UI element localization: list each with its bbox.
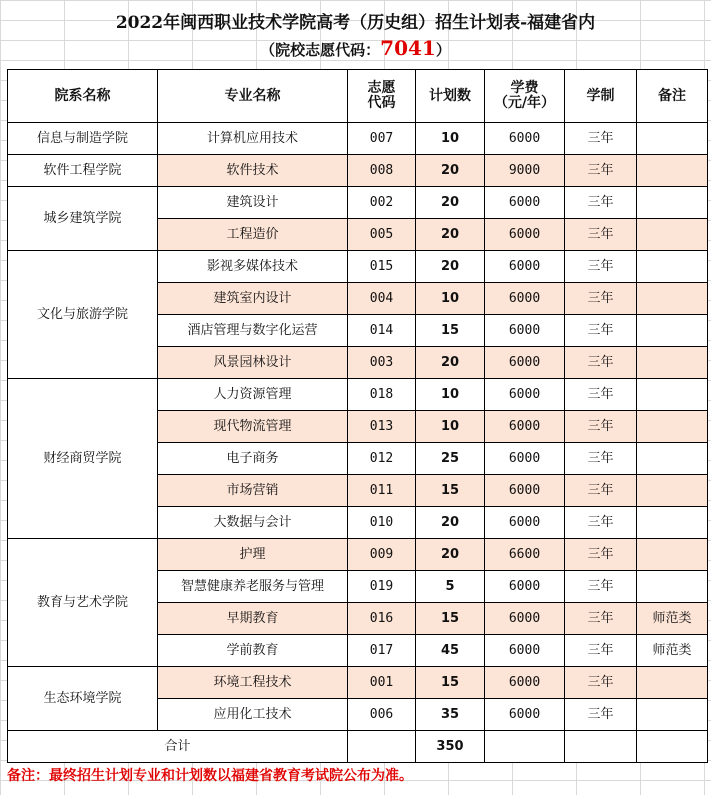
major-cell: 工程造价 (158, 219, 348, 251)
duration-cell: 三年 (565, 155, 637, 187)
fee-cell: 6000 (485, 635, 565, 667)
major-cell: 建筑设计 (158, 187, 348, 219)
remark-cell: 师范类 (637, 635, 708, 667)
fee-cell: 6000 (485, 571, 565, 603)
duration-cell: 三年 (565, 571, 637, 603)
footnote: 备注：最终招生计划专业和计划数以福建省教育考试院公布为准。 (7, 768, 413, 784)
code-cell: 001 (348, 667, 416, 699)
fee-cell: 6000 (485, 187, 565, 219)
code-cell: 002 (348, 187, 416, 219)
duration-cell: 三年 (565, 539, 637, 571)
table-row (8, 187, 708, 219)
plan-cell: 15 (416, 315, 485, 347)
remark-cell (637, 315, 708, 347)
fee-cell: 6000 (485, 699, 565, 731)
duration-cell: 三年 (565, 187, 637, 219)
header-fee (485, 70, 565, 123)
institution-code: 7041 (380, 36, 436, 60)
code-cell: 009 (348, 539, 416, 571)
header-code (348, 70, 416, 123)
plan-cell: 10 (416, 283, 485, 315)
table-row (8, 123, 708, 155)
remark-cell (637, 379, 708, 411)
plan-cell: 20 (416, 539, 485, 571)
college-cell: 城乡建筑学院 (8, 187, 158, 251)
table-row (8, 251, 708, 283)
college-cell: 生态环境学院 (8, 667, 158, 731)
total-value: 350 (416, 731, 485, 763)
duration-cell: 三年 (565, 315, 637, 347)
remark-cell (637, 347, 708, 379)
code-cell: 013 (348, 411, 416, 443)
plan-cell: 20 (416, 507, 485, 539)
header-code-line2: 代码 (367, 95, 396, 111)
fee-cell: 6000 (485, 219, 565, 251)
fee-cell: 6000 (485, 443, 565, 475)
subtitle-prefix: （院校志愿代码： (260, 41, 381, 59)
plan-cell: 20 (416, 251, 485, 283)
major-cell: 市场营销 (158, 475, 348, 507)
major-cell: 大数据与会计 (158, 507, 348, 539)
duration-cell: 三年 (565, 507, 637, 539)
duration-cell: 三年 (565, 379, 637, 411)
header-remark: 备注 (637, 70, 708, 123)
duration-cell: 三年 (565, 475, 637, 507)
total-empty-cell (348, 731, 416, 763)
duration-cell: 三年 (565, 699, 637, 731)
fee-cell: 6000 (485, 347, 565, 379)
college-cell: 文化与旅游学院 (8, 251, 158, 379)
college-cell: 软件工程学院 (8, 155, 158, 187)
remark-cell (637, 539, 708, 571)
fee-cell: 6000 (485, 411, 565, 443)
remark-cell (637, 667, 708, 699)
code-cell: 004 (348, 283, 416, 315)
fee-cell: 6000 (485, 315, 565, 347)
code-cell: 008 (348, 155, 416, 187)
remark-cell (637, 475, 708, 507)
fee-cell: 6000 (485, 379, 565, 411)
duration-cell: 三年 (565, 251, 637, 283)
duration-cell: 三年 (565, 443, 637, 475)
remark-cell (637, 571, 708, 603)
fee-cell: 6000 (485, 667, 565, 699)
table-row (8, 539, 708, 571)
code-cell: 011 (348, 475, 416, 507)
fee-cell: 6000 (485, 475, 565, 507)
major-cell: 智慧健康养老服务与管理 (158, 571, 348, 603)
remark-cell (637, 187, 708, 219)
fee-cell: 6000 (485, 283, 565, 315)
remark-cell (637, 155, 708, 187)
code-cell: 018 (348, 379, 416, 411)
remark-cell (637, 219, 708, 251)
remark-cell (637, 699, 708, 731)
major-cell: 建筑室内设计 (158, 283, 348, 315)
code-cell: 003 (348, 347, 416, 379)
code-cell: 016 (348, 603, 416, 635)
major-cell: 风景园林设计 (158, 347, 348, 379)
remark-cell (637, 123, 708, 155)
header-college: 院系名称 (8, 70, 158, 123)
duration-cell: 三年 (565, 347, 637, 379)
remark-cell (637, 251, 708, 283)
college-cell: 教育与艺术学院 (8, 539, 158, 667)
page-title: 2022年闽西职业技术学院高考（历史组）招生计划表-福建省内 (115, 13, 596, 33)
major-cell: 早期教育 (158, 603, 348, 635)
remark-cell: 师范类 (637, 603, 708, 635)
code-cell: 007 (348, 123, 416, 155)
college-cell: 信息与制造学院 (8, 123, 158, 155)
plan-cell: 10 (416, 411, 485, 443)
remark-cell (637, 507, 708, 539)
code-cell: 019 (348, 571, 416, 603)
table-row (8, 379, 708, 411)
major-cell: 软件技术 (158, 155, 348, 187)
enrollment-plan-table (7, 69, 708, 763)
code-cell: 017 (348, 635, 416, 667)
code-cell: 015 (348, 251, 416, 283)
fee-cell: 6000 (485, 603, 565, 635)
subtitle-suffix: ） (435, 41, 451, 59)
total-empty-cell (485, 731, 565, 763)
fee-cell: 6000 (485, 251, 565, 283)
major-cell: 应用化工技术 (158, 699, 348, 731)
plan-cell: 15 (416, 475, 485, 507)
plan-cell: 20 (416, 155, 485, 187)
duration-cell: 三年 (565, 603, 637, 635)
remark-cell (637, 283, 708, 315)
code-cell: 014 (348, 315, 416, 347)
fee-cell: 6000 (485, 507, 565, 539)
total-row (8, 731, 708, 763)
major-cell: 电子商务 (158, 443, 348, 475)
plan-cell: 20 (416, 187, 485, 219)
plan-cell: 45 (416, 635, 485, 667)
fee-cell: 9000 (485, 155, 565, 187)
duration-cell: 三年 (565, 123, 637, 155)
table-row (8, 155, 708, 187)
plan-cell: 15 (416, 603, 485, 635)
duration-cell: 三年 (565, 635, 637, 667)
remark-cell (637, 443, 708, 475)
code-cell: 006 (348, 699, 416, 731)
major-cell: 现代物流管理 (158, 411, 348, 443)
duration-cell: 三年 (565, 411, 637, 443)
plan-cell: 20 (416, 347, 485, 379)
fee-cell: 6600 (485, 539, 565, 571)
plan-cell: 10 (416, 123, 485, 155)
major-cell: 计算机应用技术 (158, 123, 348, 155)
duration-cell: 三年 (565, 219, 637, 251)
total-empty-cell (565, 731, 637, 763)
duration-cell: 三年 (565, 667, 637, 699)
code-cell: 010 (348, 507, 416, 539)
major-cell: 酒店管理与数字化运营 (158, 315, 348, 347)
plan-cell: 15 (416, 667, 485, 699)
major-cell: 人力资源管理 (158, 379, 348, 411)
code-cell: 005 (348, 219, 416, 251)
header-fee-line2: （元/年） (493, 95, 556, 111)
header-fee-line1: 学费 (510, 80, 539, 96)
duration-cell: 三年 (565, 283, 637, 315)
college-cell: 财经商贸学院 (8, 379, 158, 539)
plan-cell: 10 (416, 379, 485, 411)
header-row (8, 70, 708, 123)
major-cell: 环境工程技术 (158, 667, 348, 699)
plan-cell: 20 (416, 219, 485, 251)
remark-cell (637, 411, 708, 443)
code-cell: 012 (348, 443, 416, 475)
header-plan: 计划数 (416, 70, 485, 123)
header-major: 专业名称 (158, 70, 348, 123)
plan-cell: 35 (416, 699, 485, 731)
total-empty-cell (637, 731, 708, 763)
header-duration: 学制 (565, 70, 637, 123)
major-cell: 护理 (158, 539, 348, 571)
subtitle (0, 36, 711, 60)
major-cell: 学前教育 (158, 635, 348, 667)
plan-cell: 5 (416, 571, 485, 603)
plan-cell: 25 (416, 443, 485, 475)
total-label: 合计 (8, 731, 348, 763)
header-code-line1: 志愿 (367, 80, 396, 96)
table-row (8, 667, 708, 699)
major-cell: 影视多媒体技术 (158, 251, 348, 283)
fee-cell: 6000 (485, 123, 565, 155)
